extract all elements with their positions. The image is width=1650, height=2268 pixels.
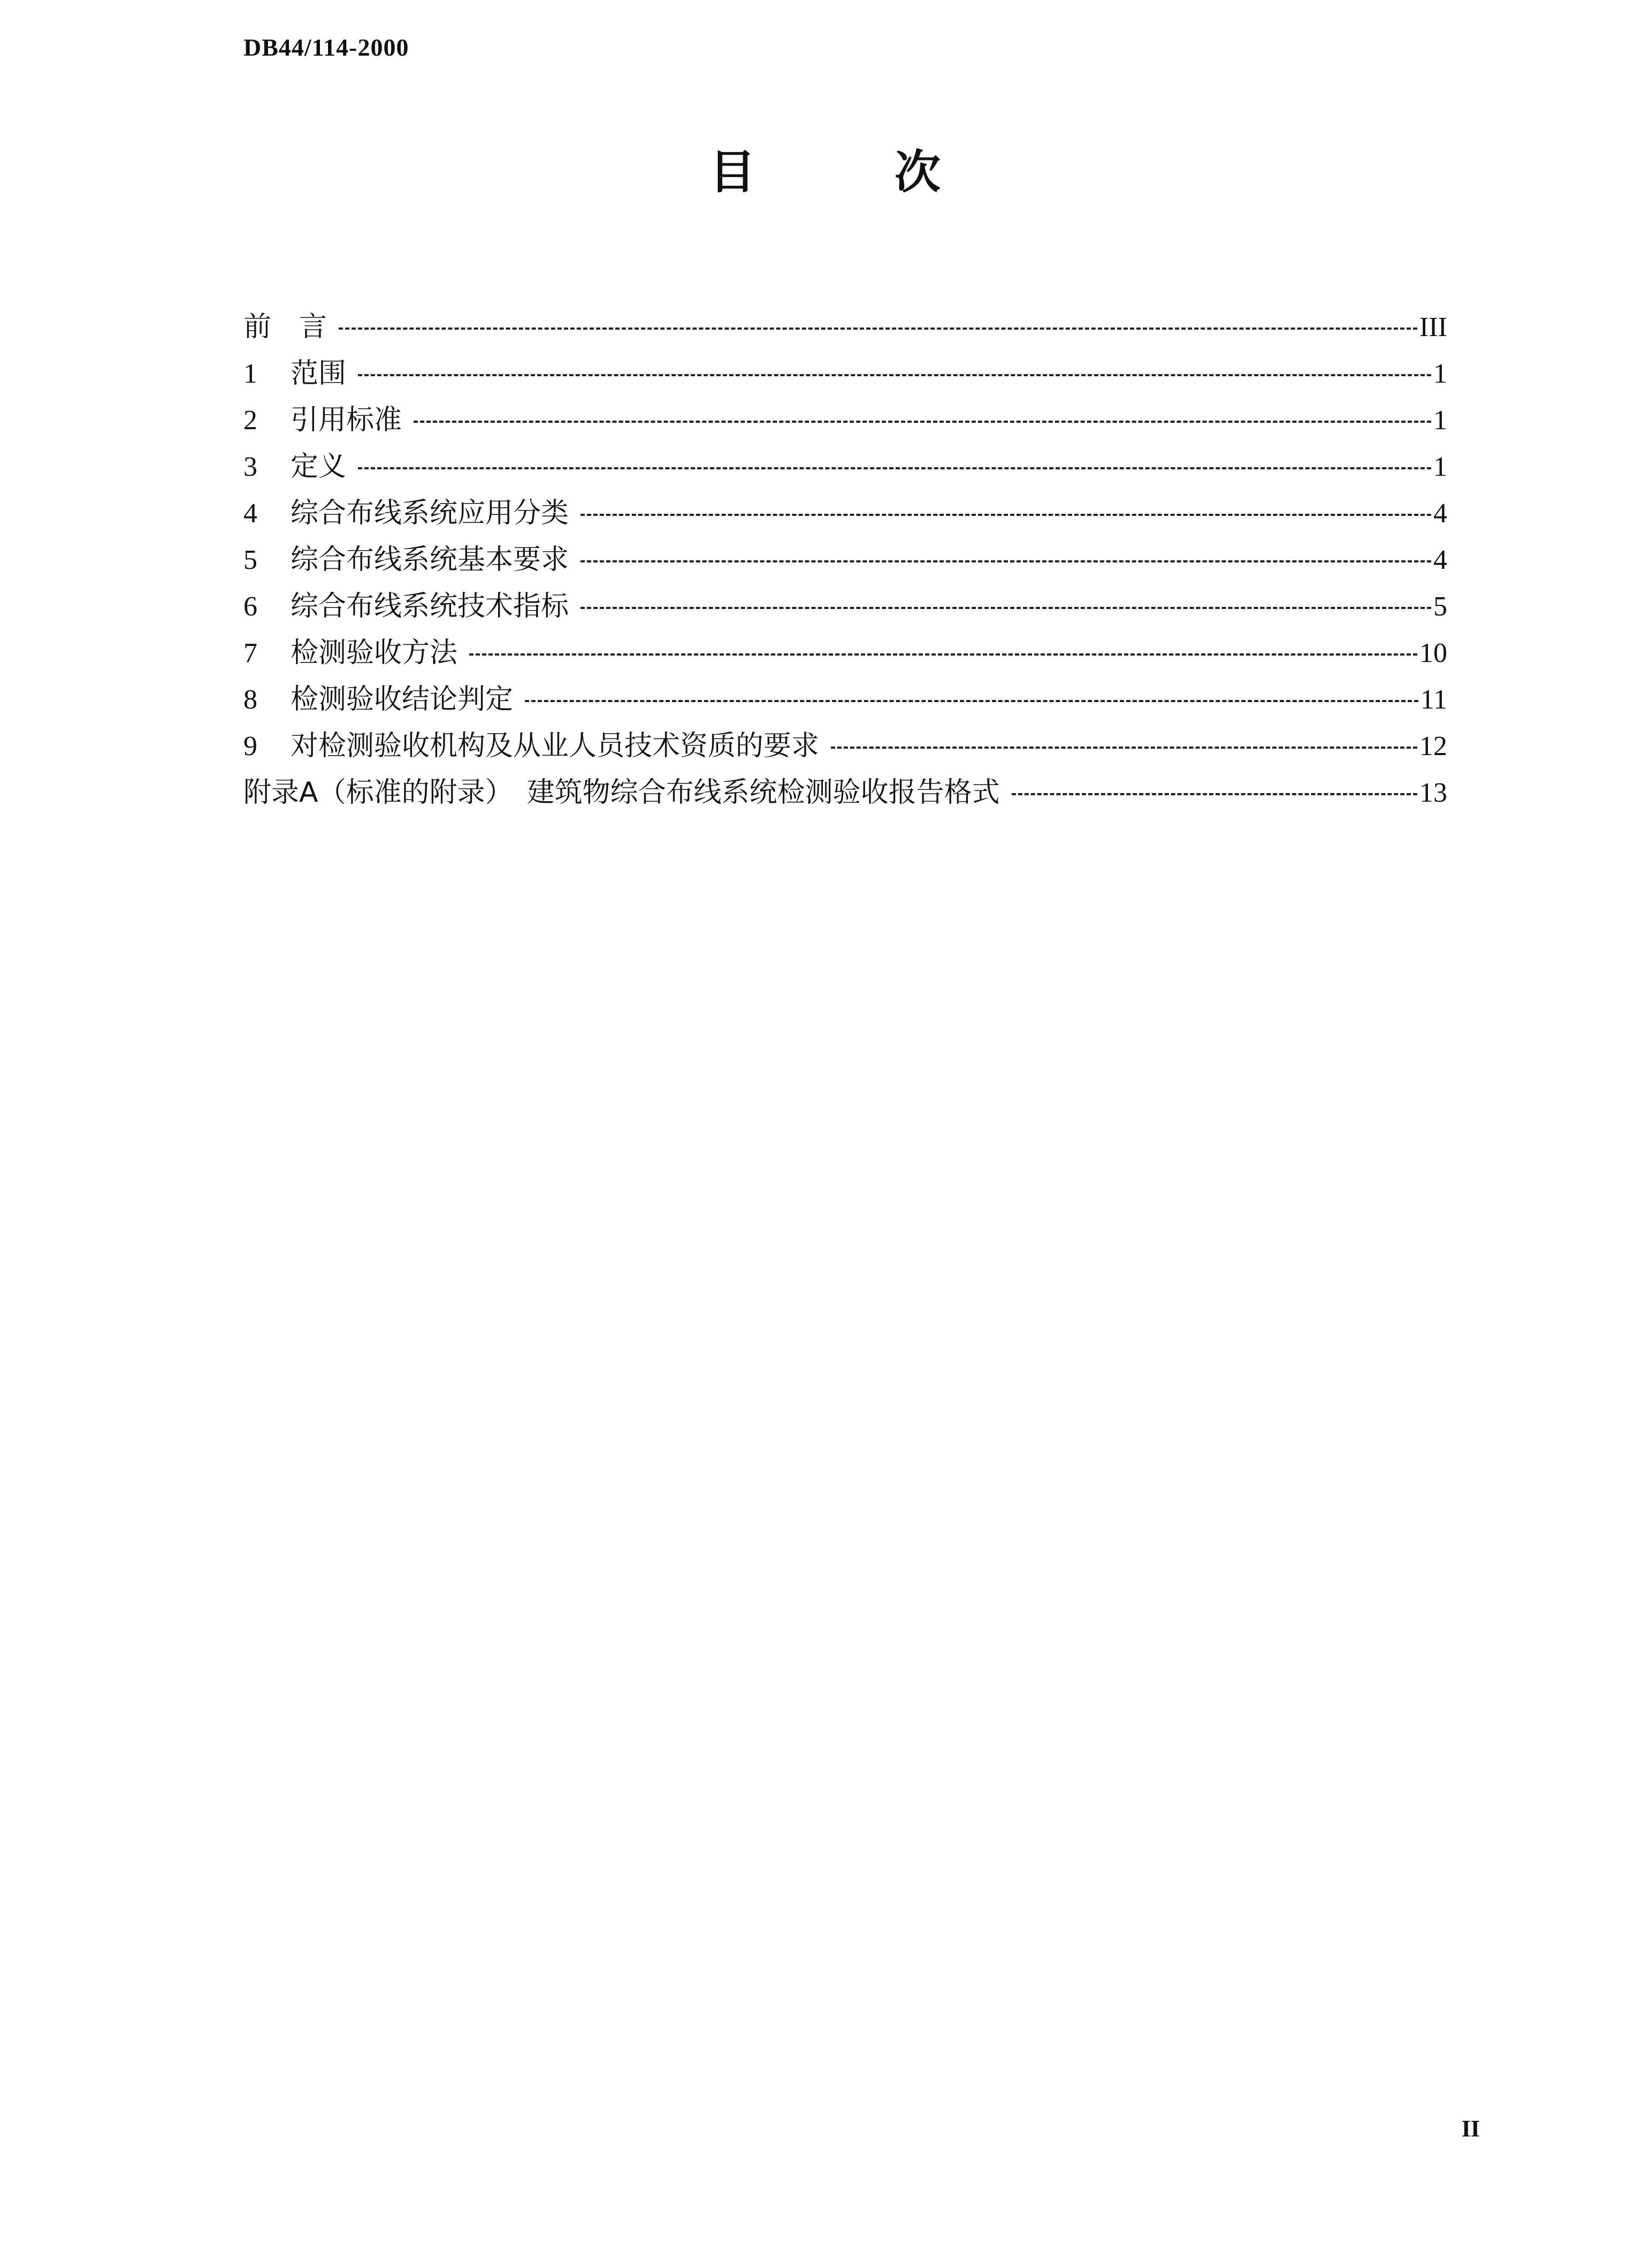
toc-entry-page: 1 [1433,452,1447,482]
toc-entry[interactable] [243,490,1447,537]
toc-entry-title: 定义 [291,451,347,483]
toc-entry[interactable] [243,397,1447,444]
toc-entry-title: 对检测验收机构及从业人员技术资质的要求 [291,730,820,762]
toc-dot-leader [525,700,1418,702]
toc-entry[interactable] [243,630,1447,676]
toc-entry-number: 7 [243,638,257,668]
toc-entry-title: 综合布线系统技术指标 [291,590,569,622]
toc-entry-title: 附录A（标准的附录） 建筑物综合布线系统检测验收报告格式 [243,777,1000,809]
toc-entry[interactable] [243,676,1447,723]
toc-entry[interactable] [243,304,1447,351]
toc-entry-page: 10 [1419,638,1447,668]
toc-entry-title: 综合布线系统基本要求 [291,544,569,576]
toc-entry-number: 2 [243,405,257,436]
toc-entry-page: III [1419,312,1447,343]
toc-dot-leader [580,560,1431,562]
table-of-contents [243,304,1447,816]
toc-entry-title: 综合布线系统应用分类 [291,497,569,529]
toc-entry-page: 1 [1433,405,1447,436]
toc-dot-leader [580,514,1431,516]
toc-dot-leader [339,328,1417,330]
toc-entry[interactable] [243,583,1447,630]
toc-entry-page: 12 [1419,731,1447,762]
toc-entry-title: 检测验收结论判定 [291,683,514,716]
toc-entry-title: 前 言 [243,311,327,343]
toc-entry[interactable] [243,444,1447,490]
toc-entry-title: 范围 [291,357,347,390]
toc-entry-page: 4 [1433,545,1447,575]
toc-entry-page: 13 [1419,778,1447,808]
toc-entry[interactable] [243,770,1447,816]
toc-entry-number: 6 [243,591,257,622]
toc-dot-leader [580,607,1431,609]
toc-entry-number: 4 [243,498,257,529]
toc-dot-leader [1012,793,1417,795]
document-code: DB44/114-2000 [243,34,409,61]
toc-entry[interactable] [243,723,1447,770]
toc-entry-number: 5 [243,545,257,575]
toc-entry-title: 检测验收方法 [291,637,458,669]
toc-entry-page: 1 [1433,359,1447,389]
toc-entry-page: 4 [1433,498,1447,529]
toc-entry-title: 引用标准 [291,404,402,436]
toc-entry-page: 11 [1420,684,1447,715]
toc-dot-leader [358,467,1431,469]
toc-dot-leader [358,374,1431,376]
toc-entry[interactable] [243,537,1447,583]
toc-entry-number: 3 [243,452,257,482]
toc-dot-leader [414,421,1431,423]
toc-dot-leader [469,653,1417,656]
toc-entry-number: 8 [243,684,257,715]
toc-heading: 目次 [709,146,1080,199]
toc-entry-number: 1 [243,359,257,389]
page-number: II [1461,2115,1480,2142]
toc-dot-leader [831,747,1417,749]
toc-entry-number: 9 [243,731,257,762]
toc-entry[interactable] [243,351,1447,397]
toc-entry-page: 5 [1433,591,1447,622]
